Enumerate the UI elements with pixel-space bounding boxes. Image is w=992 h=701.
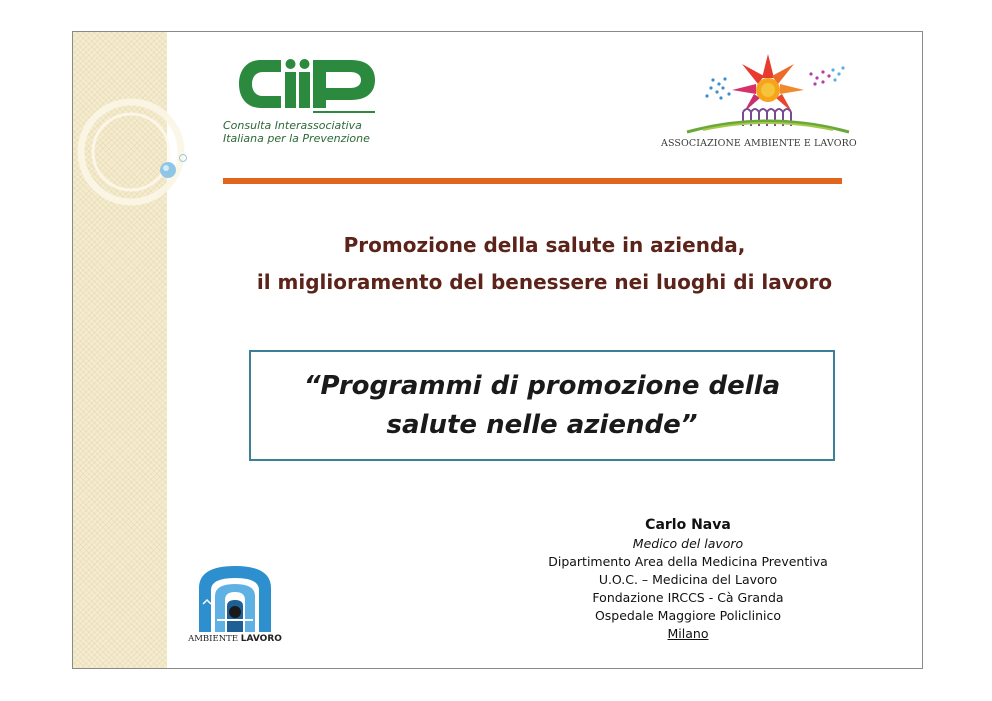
ambiente-lavoro-logo bbox=[187, 560, 283, 634]
subtitle-line2: il miglioramento del benessere nei luoghi di lavoro bbox=[256, 270, 833, 294]
ambiente-lavoro-label bbox=[187, 634, 283, 644]
author-department: Dipartimento Area della Medicina Preventiva bbox=[548, 554, 828, 569]
ciip-logo bbox=[233, 52, 383, 118]
accent-divider bbox=[223, 178, 842, 184]
author-hospital: Ospedale Maggiore Policlinico bbox=[594, 608, 782, 623]
ciip-subtitle-line1: Consulta Interassociativa bbox=[223, 119, 362, 132]
al-label-part2: LAVORO bbox=[240, 634, 282, 644]
slide-subtitle bbox=[167, 227, 922, 301]
aal-logo-label: ASSOCIAZIONE AMBIENTE E LAVORO bbox=[661, 138, 857, 149]
subtitle-line1: Promozione della salute in azienda, bbox=[343, 233, 746, 257]
title-line2: salute nelle aziende” bbox=[386, 409, 698, 440]
author-city: Milano bbox=[667, 626, 709, 641]
al-label-part1: AMBIENTE bbox=[188, 634, 239, 644]
slide-title-box bbox=[249, 350, 835, 461]
ciip-subtitle-line2: Italiana per la Prevenzione bbox=[223, 132, 370, 145]
author-block bbox=[523, 515, 853, 643]
ciip-logo-subtitle bbox=[223, 119, 423, 145]
aal-logo bbox=[673, 50, 863, 136]
author-role: Medico del lavoro bbox=[632, 536, 744, 551]
author-foundation: Fondazione IRCCS - Cà Granda bbox=[592, 590, 784, 605]
author-name: Carlo Nava bbox=[645, 517, 731, 533]
title-line1: “Programmi di promozione della bbox=[303, 370, 781, 401]
author-unit: U.O.C. – Medicina del Lavoro bbox=[598, 572, 778, 587]
slide bbox=[72, 31, 923, 669]
